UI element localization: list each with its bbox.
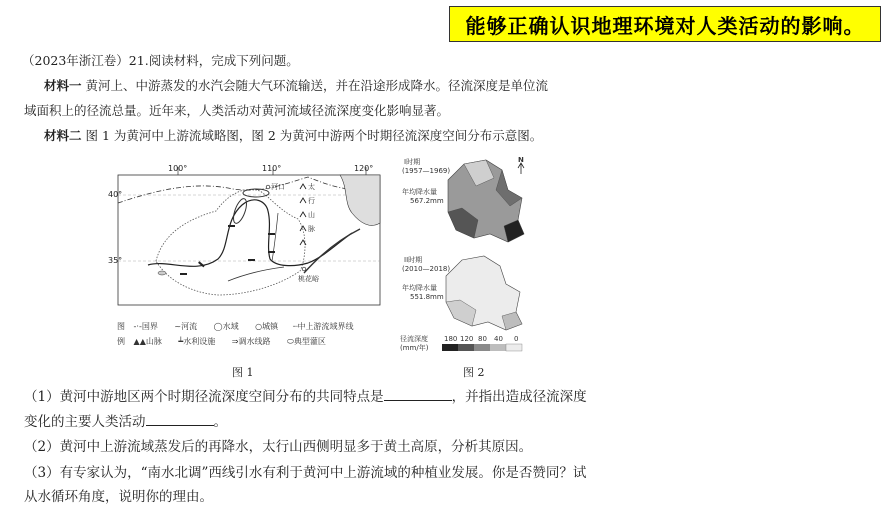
material1-line1 — [44, 76, 548, 94]
period2-rain-value: 551.8mm — [410, 293, 444, 301]
legend-value-40: 40 — [494, 335, 503, 343]
period1-years: (1957—1969) — [402, 167, 451, 175]
legend-value-0: 0 — [514, 335, 519, 343]
material1-text1: 黄河上、中游蒸发的水汽会随大气环流输送，并在沿途形成降水。径流深度是单位流 — [85, 78, 549, 93]
lon-label-110: 110° — [262, 164, 282, 173]
legend-diversion-route: 调水线路 — [238, 337, 271, 346]
figure2-caption: 图 2 — [463, 366, 485, 379]
period1-rain-label: 年均降水量 — [402, 188, 437, 196]
question3-line2: 从水循环角度，说明你的理由。 — [24, 489, 213, 505]
legend-irrigation-area: 典型灌区 — [293, 337, 326, 346]
period2-years: (2010—2018) — [402, 265, 451, 273]
figure1-map — [108, 163, 388, 333]
legend-town: 城镇 — [262, 322, 279, 331]
objective-banner: 能够正确认识地理环境对人类活动的影响。 — [449, 6, 881, 42]
dam-5 — [180, 273, 187, 275]
north-label: N — [518, 156, 524, 164]
question2: （2）黄河中上游流域蒸发后的再降水，太行山西侧明显多于黄土高原，分析其原因。 — [24, 439, 533, 455]
legend-value-180: 180 — [444, 335, 458, 343]
town-hekou — [266, 185, 270, 189]
taihang-char-2: 行 — [308, 197, 315, 205]
dam-3 — [268, 233, 275, 235]
runoff-legend-title: 径流深度 — [400, 335, 428, 343]
answer-blank-2[interactable] — [146, 413, 214, 426]
material2-text: 图 1 为黄河中上游流域略图，图 2 为黄河中游两个时期径流深度空间分布示意图。 — [85, 128, 543, 143]
legend-basin-boundary: 中上游流域界线 — [297, 322, 354, 331]
north-arrow-icon — [518, 163, 524, 174]
question1-text-d: 。 — [213, 414, 227, 430]
question1-text-b: ，并指出造成径流深度 — [451, 389, 587, 405]
taihang-char-3: 山 — [308, 211, 315, 219]
dam-1 — [228, 225, 235, 227]
question1-line2 — [24, 410, 227, 430]
question1-line1 — [24, 385, 587, 405]
runoff-legend-unit: (mm/年) — [400, 344, 429, 352]
lat-label-40: 40° — [108, 190, 123, 199]
taihang-char-4: 脉 — [308, 225, 315, 233]
period1-rain-value: 567.2mm — [410, 197, 444, 205]
lake — [158, 271, 166, 275]
dam-6 — [248, 259, 255, 261]
town-taohuayu — [302, 267, 306, 271]
legend-water-facility: 水利设施 — [183, 337, 216, 346]
material1-label: 材料一 — [44, 78, 82, 93]
legend-swatch-1 — [442, 344, 458, 351]
material2-label: 材料二 — [44, 128, 82, 143]
lon-label-100: 100° — [168, 164, 188, 173]
legend-swatch-3 — [474, 344, 490, 351]
period1-name: I时期 — [404, 158, 421, 166]
legend-river: 河流 — [181, 322, 198, 331]
legend-prefix-2: 例 — [117, 337, 125, 346]
fig1-legend-row2: 例 ▲▲山脉 ┷水利设施 ⇒调水线路 ⬭典型灌区 — [117, 337, 326, 346]
question3-line1: （3）有专家认为，“南水北调”西线引水有利于黄河中上游流域的种植业发展。你是否赞同？试 — [24, 465, 587, 481]
taihang-char-1: 太 — [308, 183, 315, 191]
legend-value-80: 80 — [478, 335, 487, 343]
lon-label-120: 120° — [354, 164, 374, 173]
question-instruction: 阅读材料，完成下列问题。 — [148, 53, 299, 68]
lat-label-35: 35° — [108, 256, 123, 265]
label-taohuayu: 桃花峪 — [298, 275, 319, 283]
legend-water: 水域 — [222, 322, 239, 331]
legend-border: 国界 — [141, 322, 158, 331]
legend-mountain: 山脉 — [145, 337, 162, 346]
label-hekou: 河口 — [271, 183, 285, 191]
figure1-caption: 图 1 — [232, 366, 254, 379]
legend-swatch-2 — [458, 344, 474, 351]
question-source: （2023年浙江卷）21. — [22, 53, 149, 68]
legend-prefix-1: 图 — [117, 322, 125, 331]
question-header — [22, 51, 299, 69]
material1-text2: 域面积上的径流总量。近年来，人类活动对黄河流域径流深度变化影响显著。 — [24, 103, 450, 118]
question1-text-a: （1）黄河中游地区两个时期径流深度空间分布的共同特点是 — [24, 389, 384, 405]
answer-blank-1[interactable] — [384, 388, 452, 401]
question1-text-c: 变化的主要人类活动 — [24, 414, 146, 430]
legend-value-120: 120 — [460, 335, 474, 343]
period2-name: II时期 — [404, 256, 423, 264]
figure2-maps — [398, 150, 546, 358]
material2-line — [44, 126, 542, 144]
period2-rain-label: 年均降水量 — [402, 284, 437, 292]
dam-4 — [268, 251, 275, 253]
fig1-legend-row1: 图 -·-国界 ~河流 ◯水域 ○城镇 ┈中上游流域界线 — [117, 322, 354, 331]
legend-swatch-4 — [490, 344, 506, 351]
legend-swatch-5 — [506, 344, 522, 351]
